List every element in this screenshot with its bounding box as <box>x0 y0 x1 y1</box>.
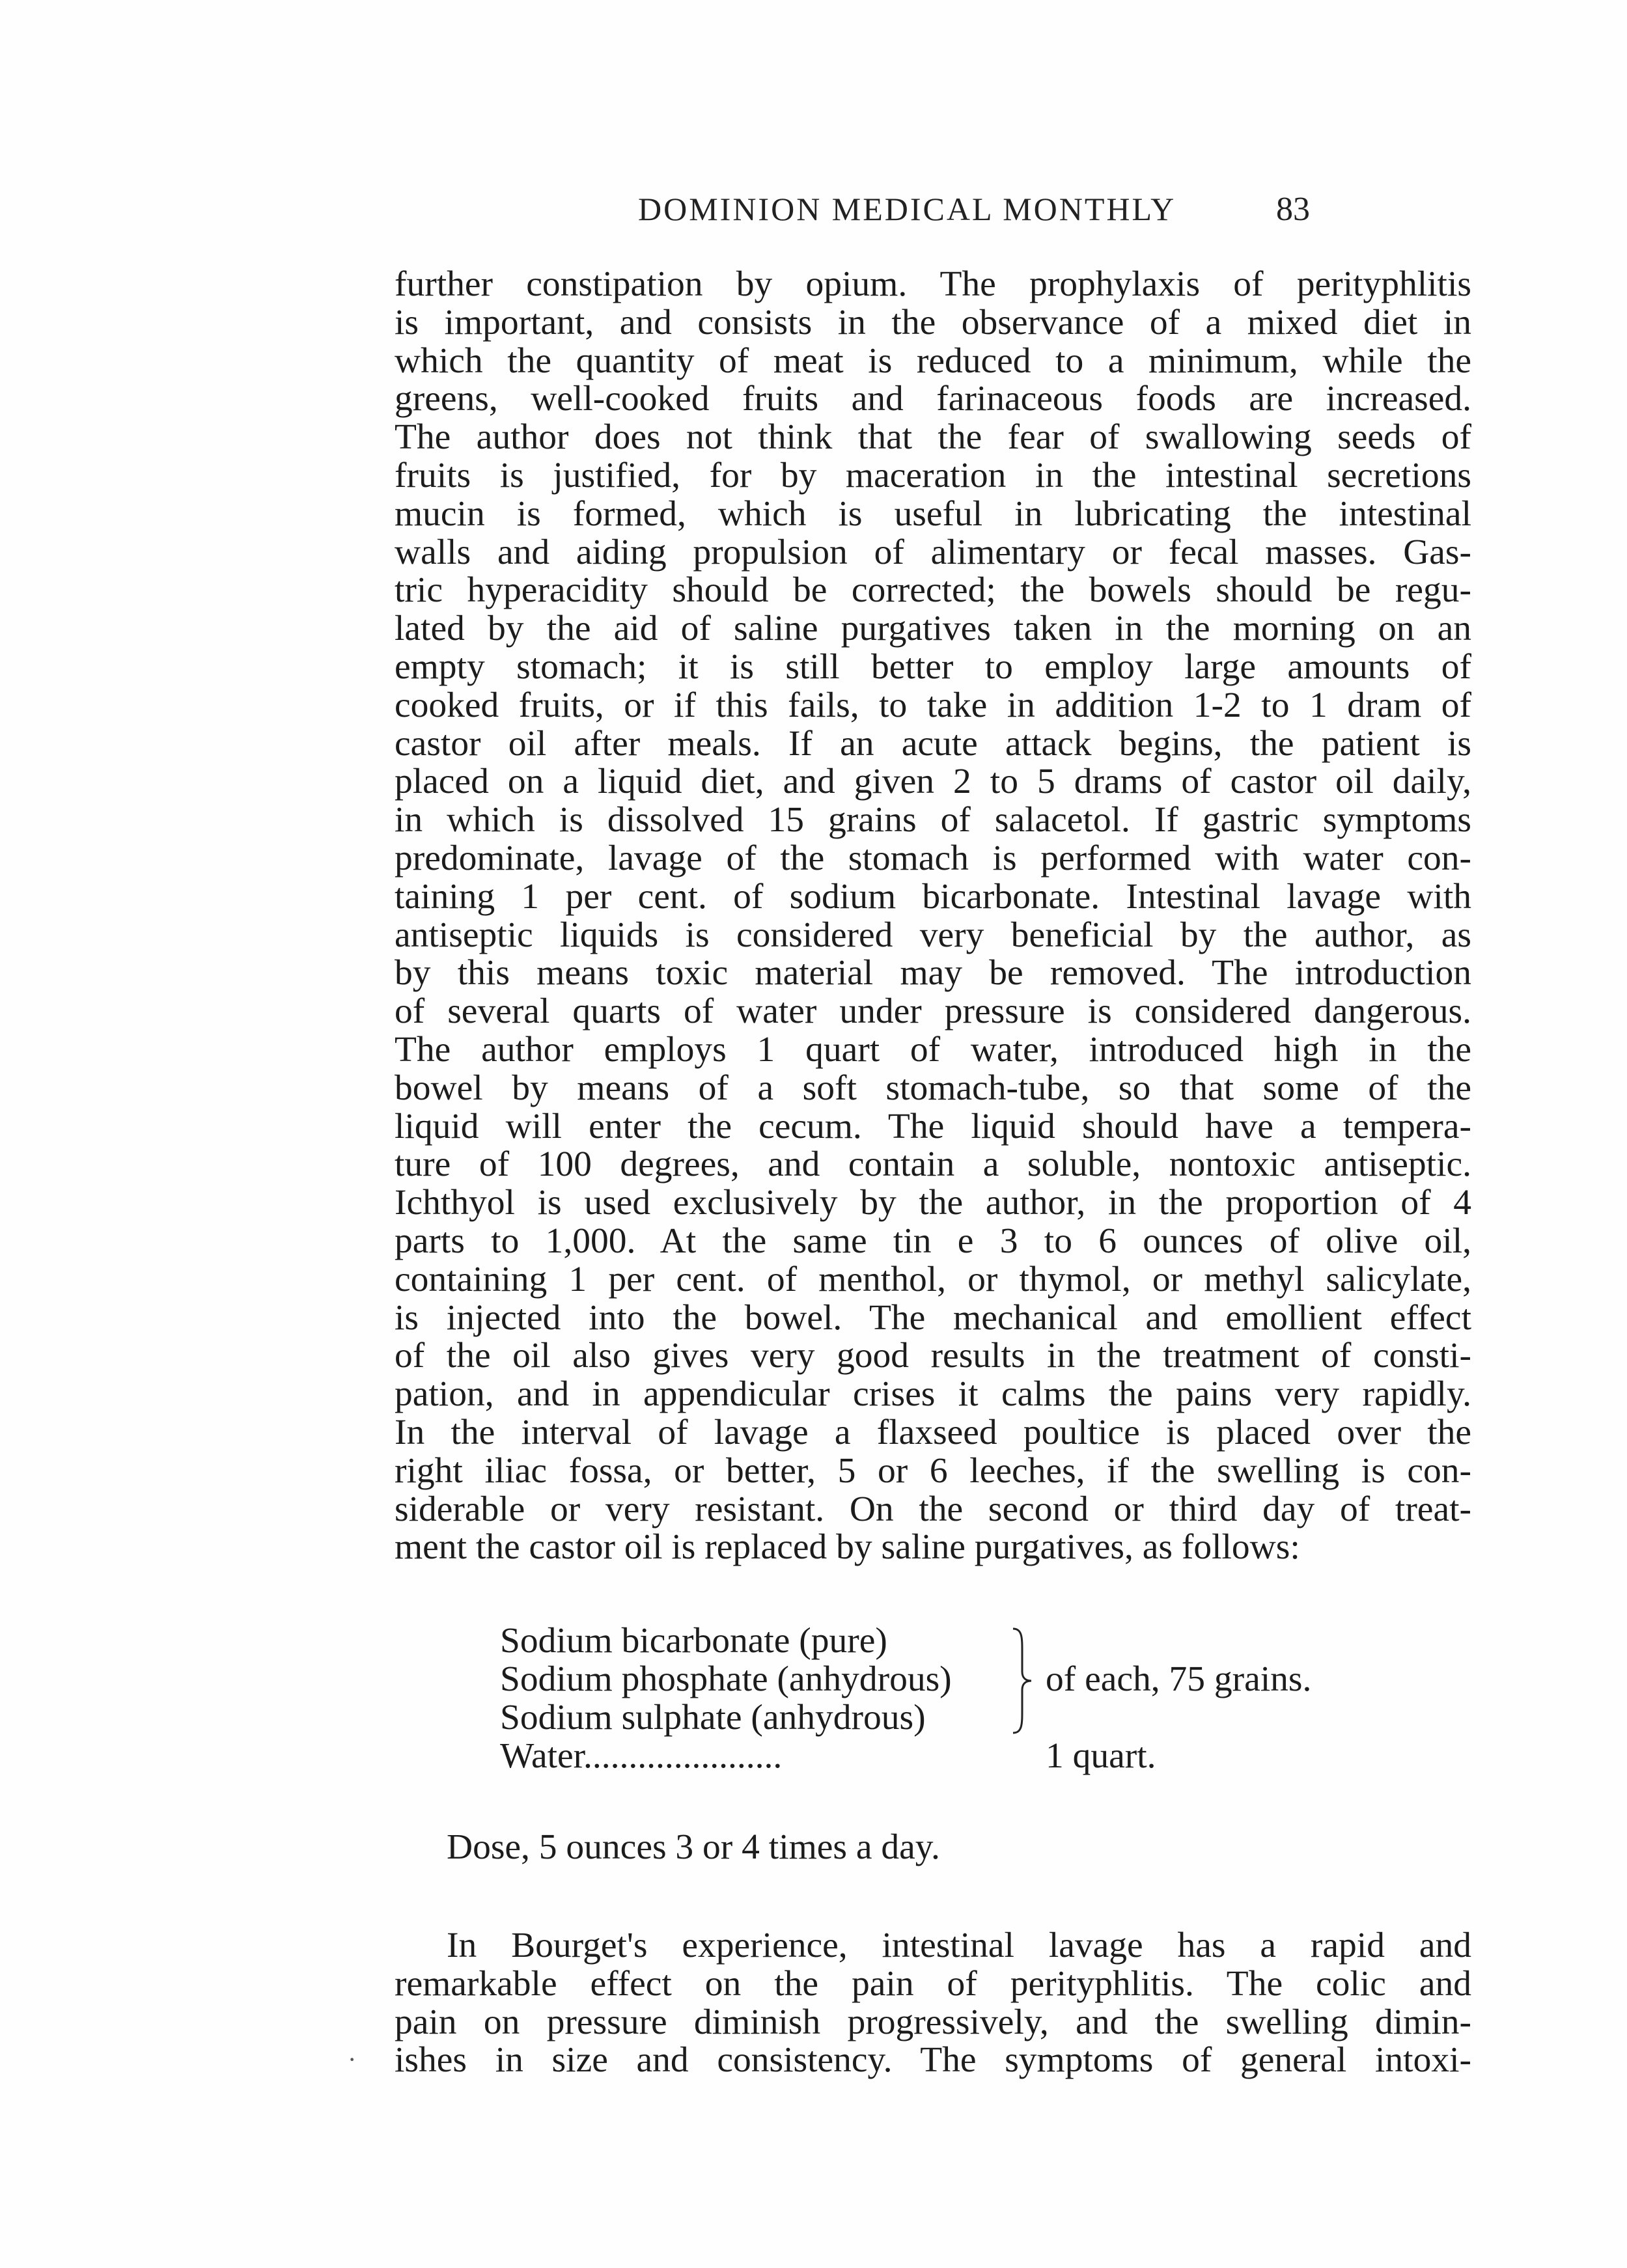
text-line: further constipation by opium. The prophylaxis of perityphlitis <box>395 264 1471 304</box>
text-line: The author does not think that the fear of swallowing seeds of <box>395 417 1471 458</box>
text-line: which the quantity of meat is reduced to a minimum, while the <box>395 340 1471 381</box>
text-line: is injected into the bowel. The mechanical and emollient effect <box>395 1297 1471 1338</box>
paragraph-1 <box>395 266 1471 1567</box>
text-line: predominate, lavage of the stomach is performed with water con- <box>395 838 1471 878</box>
text-line: empty stomach; it is still better to employ large amounts of <box>395 646 1471 687</box>
text-line: castor oil after meals. If an acute attack begins, the patient is <box>395 723 1471 764</box>
text-line: by this means toxic material may be removed. The introduction <box>395 953 1471 993</box>
water-label: Water...................... <box>500 1736 783 1776</box>
text-line: liquid will enter the cecum. The liquid should have a tempera- <box>395 1106 1471 1146</box>
text-line: right iliac fossa, or better, 5 or 6 leeches, if the swelling is con- <box>395 1450 1471 1491</box>
running-head <box>0 190 1627 242</box>
text-line: is important, and consists in the observance of a mixed diet in <box>395 302 1471 342</box>
text-line: pain on pressure diminish progressively, and the swelling dimin- <box>395 2002 1471 2042</box>
dose-line: Dose, 5 ounces 3 or 4 times a day. <box>447 1827 940 1867</box>
recipe-block <box>500 1622 1411 1791</box>
text-line: mucin is formed, which is useful in lubricating the intestinal <box>395 493 1471 534</box>
text-line: containing 1 per cent. of menthol, or thymol, or methyl salicylate, <box>395 1259 1471 1299</box>
text-line: of several quarts of water under pressure is considered dangerous. <box>395 991 1471 1032</box>
text-line: In the interval of lavage a flaxseed poultice is placed over the <box>395 1412 1471 1452</box>
text-line: of the oil also gives very good results in the treatment of consti- <box>395 1336 1471 1376</box>
text-line: placed on a liquid diet, and given 2 to 5 drams of castor oil daily, <box>395 762 1471 802</box>
text-line: fruits is justified, for by maceration in the intestinal secretions <box>395 455 1471 495</box>
page-number: 83 <box>1276 191 1310 228</box>
margin-mark: · <box>348 2045 357 2074</box>
text-line: pation, and in appendicular crises it calms the pains very rapidly. <box>395 1374 1471 1415</box>
text-line: cooked fruits, or if this fails, to take in addition 1-2 to 1 dram of <box>395 685 1471 725</box>
text-line: ture of 100 degrees, and contain a soluble, nontoxic antiseptic. <box>395 1144 1471 1185</box>
text-line: ishes in size and consistency. The symptoms of general intoxi- <box>395 2040 1471 2081</box>
text-line: The author employs 1 quart of water, introduced high in the <box>395 1029 1471 1070</box>
journal-title: DOMINION MEDICAL MONTHLY <box>638 191 1176 227</box>
text-line: ment the castor oil is replaced by saline purgatives, as follows: <box>395 1527 1300 1568</box>
ingredient-line: Sodium phosphate (anhydrous) <box>500 1659 952 1699</box>
text-line: parts to 1,000. At the same tin e 3 to 6 ounces of olive oil, <box>395 1221 1471 1261</box>
paragraph-2 <box>395 1927 1471 2080</box>
text-line: Ichthyol is used exclusively by the author, in the proportion of 4 <box>395 1183 1471 1223</box>
water-amount: 1 quart. <box>1046 1736 1156 1776</box>
text-line: tric hyperacidity should be corrected; the bowels should be regu- <box>395 570 1471 611</box>
text-line: In Bourget's experience, intestinal lavage has a rapid and <box>447 1926 1471 1965</box>
text-line: remarkable effect on the pain of perityphlitis. The colic and <box>395 1963 1471 2004</box>
text-line: greens, well-cooked fruits and farinaceous foods are increased. <box>395 379 1471 419</box>
ingredient-line: Sodium sulphate (anhydrous) <box>500 1698 926 1737</box>
text-line: bowel by means of a soft stomach-tube, so that some of the <box>395 1068 1471 1108</box>
ingredient-line: Sodium bicarbonate (pure) <box>500 1621 887 1661</box>
text-line: antiseptic liquids is considered very beneficial by the author, as <box>395 915 1471 955</box>
combined-amount: of each, 75 grains. <box>1046 1659 1312 1699</box>
text-line: in which is dissolved 15 grains of salacetol. If gastric symptoms <box>395 800 1471 840</box>
text-line: walls and aiding propulsion of alimentary or fecal masses. Gas- <box>395 532 1471 572</box>
text-line: siderable or very resistant. On the second or third day of treat- <box>395 1489 1471 1529</box>
right-brace-icon <box>1009 1625 1035 1737</box>
text-line: lated by the aid of saline purgatives taken in the morning on an <box>395 609 1471 649</box>
text-line: taining 1 per cent. of sodium bicarbonate. Intestinal lavage with <box>395 876 1471 917</box>
